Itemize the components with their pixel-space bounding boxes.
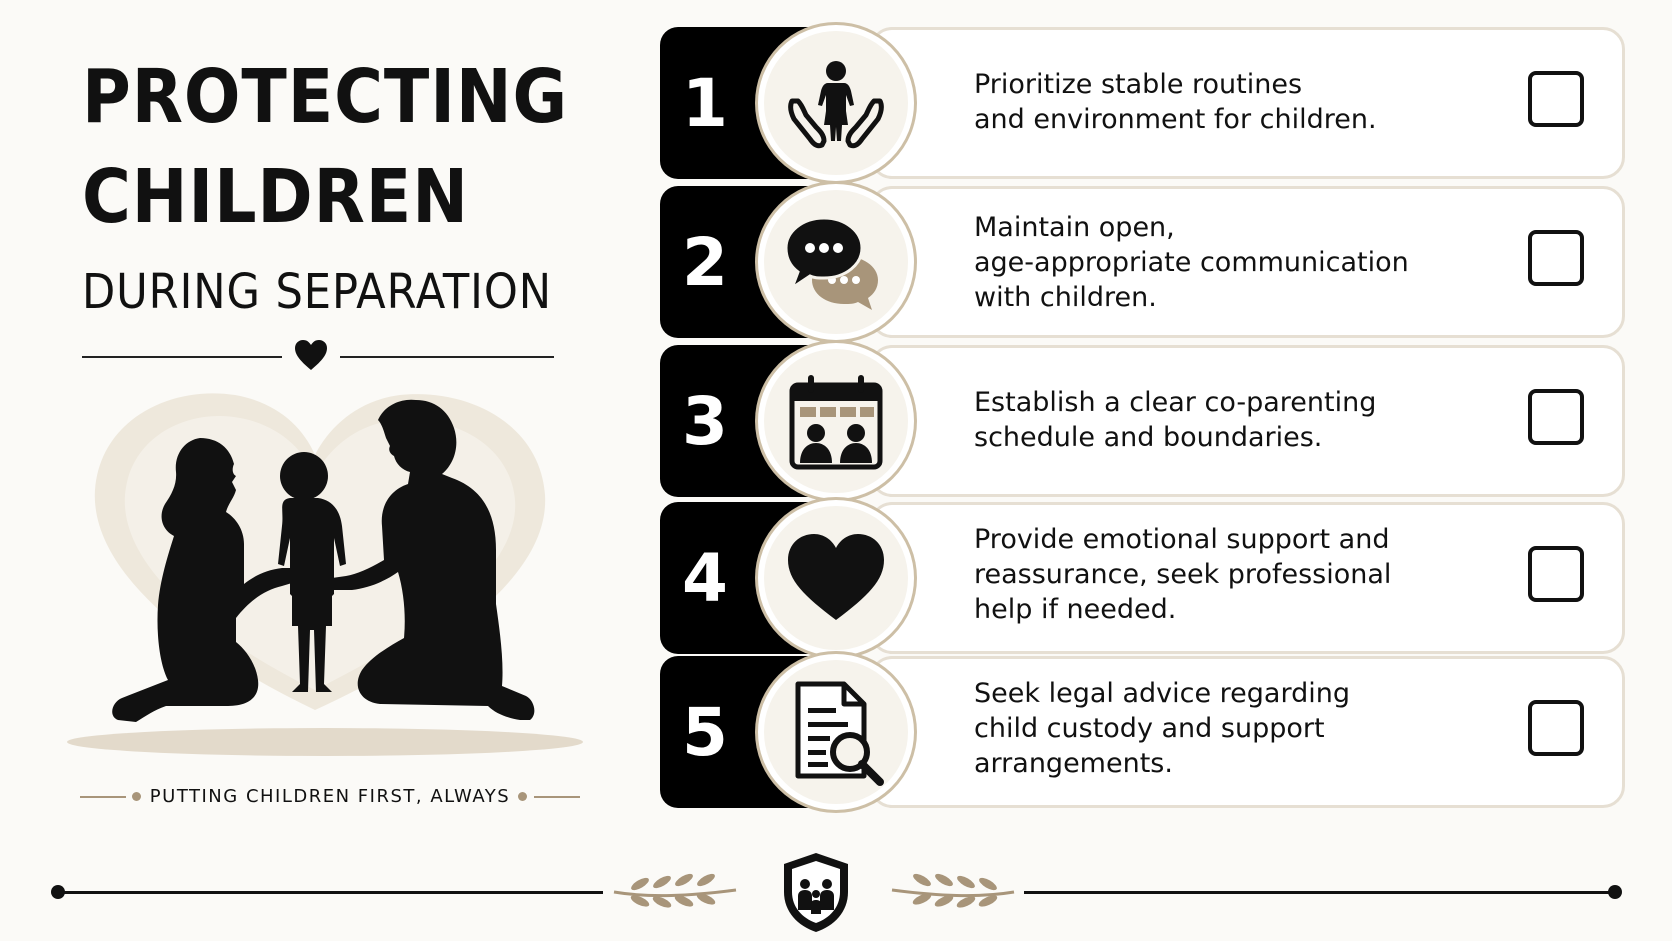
- step-text-line: child custody and support: [974, 713, 1325, 744]
- divider-line-left: [82, 356, 282, 358]
- step-text-line: Maintain open,: [974, 212, 1175, 243]
- footer-line-left: [58, 891, 603, 894]
- step-text-line: Provide emotional support and: [974, 524, 1390, 555]
- step-number: 2: [682, 223, 728, 301]
- step-icon-circle: [758, 25, 914, 181]
- tagline-dash-right: [534, 796, 580, 798]
- step-text: [974, 67, 1444, 137]
- step-icon-circle: [758, 343, 914, 499]
- step-text-line: arrangements.: [974, 748, 1173, 779]
- step-number: 5: [682, 693, 728, 771]
- tagline: PUTTING CHILDREN FIRST, ALWAYS: [149, 786, 511, 807]
- step-number: 3: [682, 382, 728, 460]
- step-checkbox-5[interactable]: [1528, 700, 1584, 756]
- laurel-left-icon: [610, 868, 740, 912]
- tagline-row: [80, 784, 580, 808]
- step-icon-circle: [758, 500, 914, 656]
- step-text-line: Prioritize stable routines: [974, 69, 1303, 100]
- step-text: [974, 522, 1444, 627]
- footer-line-right: [1024, 891, 1614, 894]
- title-line-3: DURING SEPARATION: [82, 264, 552, 320]
- step-text-line: Seek legal advice regarding: [974, 678, 1350, 709]
- step-text: [974, 385, 1444, 455]
- title-panel: [0, 0, 640, 880]
- step-checkbox-3[interactable]: [1528, 389, 1584, 445]
- step-checkbox-2[interactable]: [1528, 230, 1584, 286]
- document-search-icon: [782, 678, 890, 786]
- family-shield-icon: [780, 850, 852, 934]
- step-text-line: with children.: [974, 282, 1157, 313]
- family-silhouette-icon: [50, 380, 610, 760]
- child-hands-icon: [782, 49, 890, 157]
- step-item-3: [660, 345, 1625, 497]
- heart-icon: [782, 524, 890, 632]
- step-item-1: [660, 27, 1625, 179]
- step-icon-circle: [758, 654, 914, 810]
- title-line-2: CHILDREN: [82, 154, 469, 240]
- step-text-line: Establish a clear co-parenting: [974, 387, 1377, 418]
- step-text-line: and environment for children.: [974, 104, 1377, 135]
- laurel-right-icon: [888, 868, 1018, 912]
- tagline-dot-right: [518, 792, 527, 801]
- step-item-4: [660, 502, 1625, 654]
- step-item-5: [660, 656, 1625, 808]
- chat-bubbles-icon: [782, 208, 890, 316]
- step-number: 4: [682, 539, 728, 617]
- step-text-line: reassurance, seek professional: [974, 559, 1392, 590]
- step-text: [974, 210, 1444, 315]
- step-item-2: [660, 186, 1625, 338]
- step-text: [974, 676, 1444, 781]
- step-text-line: age-appropriate communication: [974, 247, 1409, 278]
- divider-line-right: [340, 356, 554, 358]
- step-text-line: help if needed.: [974, 594, 1177, 625]
- step-checkbox-1[interactable]: [1528, 71, 1584, 127]
- step-icon-circle: [758, 184, 914, 340]
- calendar-people-icon: [782, 367, 890, 475]
- step-number: 1: [682, 64, 728, 142]
- title-line-1: PROTECTING: [82, 54, 569, 140]
- footer-dot-right: [1608, 885, 1622, 899]
- step-text-line: schedule and boundaries.: [974, 422, 1323, 453]
- step-checkbox-4[interactable]: [1528, 546, 1584, 602]
- divider-heart-icon: [293, 338, 329, 374]
